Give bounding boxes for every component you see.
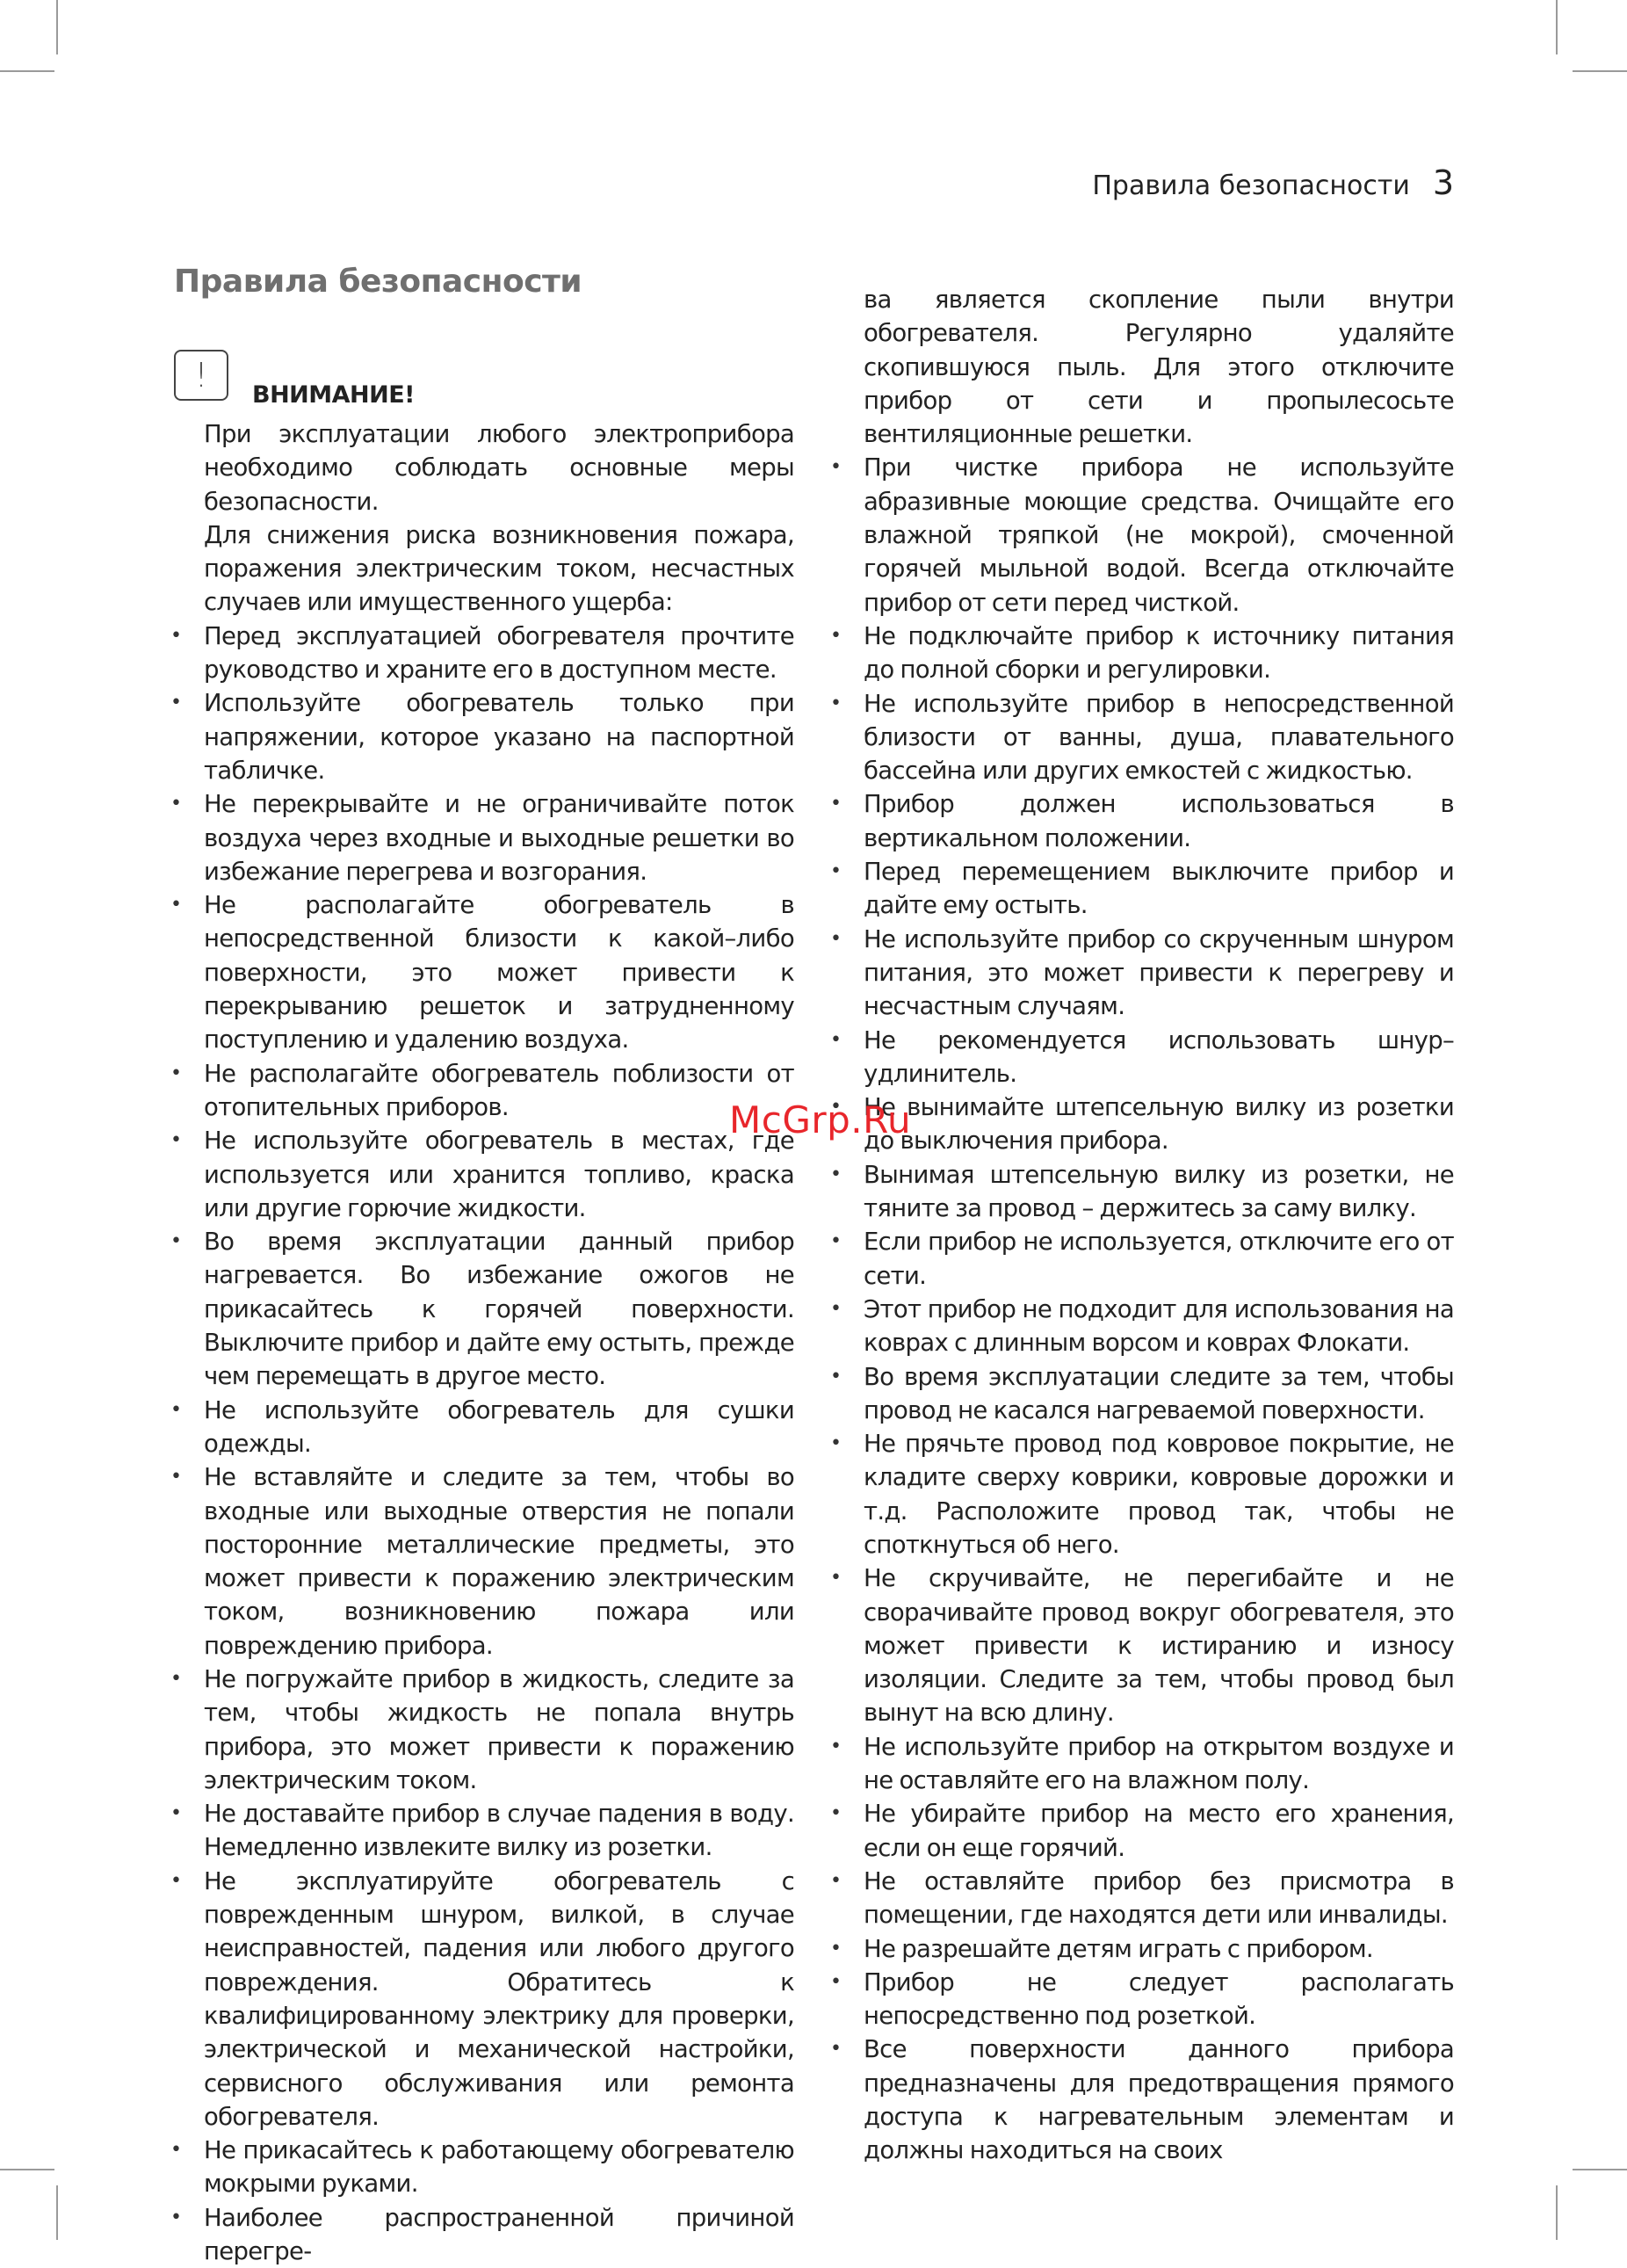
safety-item: • Не используйте обогреватель в местах, где используется или хранится топливо, краска или другие горючие жидкости. (204, 1124, 794, 1225)
safety-item: • Не оставляйте прибор без присмотра в помещении, где находятся дети или инвалиды. (864, 1865, 1454, 1932)
safety-item: • Этот прибор не подходит для использования на коврах с длинным ворсом и коврах Флокати. (864, 1293, 1454, 1360)
safety-item: • Не используйте прибор со скрученным шнуром питания, это может привести к перегреву и несчастным случаям. (864, 923, 1454, 1024)
crop-mark (1573, 2169, 1627, 2170)
running-header (1092, 163, 1454, 202)
crop-mark (1573, 70, 1627, 72)
safety-item: • Если прибор не используется, отключите его от сети. (864, 1225, 1454, 1293)
safety-item: • Не используйте прибор в непосредственной близости от ванны, душа, плавательного бассейна или других емкостей с жидкостью. (864, 687, 1454, 788)
right-column (864, 283, 1454, 2168)
safety-item: • Не разрешайте детям играть с прибором. (864, 1932, 1454, 1966)
warning-paragraph: При эксплуатации любого электроприбора необходимо соблюдать основные меры безопасности. (204, 420, 794, 516)
safety-item: • Используйте обогреватель только при напряжении, которое указано на паспортной табличке. (204, 686, 794, 787)
safety-item: • Не прячьте провод под ковровое покрытие, не кладите сверху коврики, ковровые дорожки и т.д. Расположите провод так, чтобы не споткнуться об него. (864, 1427, 1454, 1562)
safety-list-left (204, 620, 794, 2268)
safety-item: • Прибор не следует располагать непосредственно под розеткой. (864, 1966, 1454, 2033)
safety-item: • Не рекомендуется использовать шнур–удлинитель. (864, 1024, 1454, 1091)
safety-item: • При чистке прибора не используйте абразивные моющие средства. Очищайте его влажной тряпкой (не мокрой), смоченной горячей мыльной водой. Всегда отключайте прибор от сети перед чисткой. (864, 451, 1454, 619)
safety-item: • Не используйте обогреватель для сушки одежды. (204, 1394, 794, 1461)
safety-item: • Прибор должен использоваться в вертикальном положении. (864, 787, 1454, 855)
left-column (204, 417, 794, 2268)
safety-item: • Не вынимайте штепсельную вилку из розетки до выключения прибора. (864, 1091, 1454, 1158)
safety-item: • Во время эксплуатации следите за тем, чтобы провод не касался нагреваемой поверхности. (864, 1360, 1454, 1428)
safety-item: • Не используйте прибор на открытом воздухе и не оставляйте его на влажном полу. (864, 1730, 1454, 1798)
safety-item: • Не убирайте прибор на место его хранения, если он еще горячий. (864, 1797, 1454, 1865)
crop-mark (56, 0, 58, 54)
safety-item: • Не располагайте обогреватель поблизости от отопительных приборов. (204, 1057, 794, 1125)
safety-item: • Наиболее распространенной причиной перегре- (204, 2201, 794, 2268)
safety-item: • Не располагайте обогреватель в непосредственной близости к какой–либо поверхности, это может привести к перекрыванию решеток и затрудненному поступлению и удалению воздуха. (204, 888, 794, 1056)
safety-item: • Не эксплуатируйте обогреватель с поврежденным шнуром, вилкой, в случае неисправностей, падения или любого другого повреждения. Обратитесь к квалифицированному электрику для проверки, электрической и механической настройки, сервисного обслуживания или ремонта обогревателя. (204, 1865, 794, 2134)
warning-label: ВНИМАНИЕ! (252, 381, 415, 409)
crop-mark (56, 2185, 58, 2240)
page-number: 3 (1432, 163, 1454, 202)
running-header-title: Правила безопасности (1092, 170, 1410, 201)
safety-item: • Не скручивайте, не перегибайте и не сворачивайте провод вокруг обогревателя, это может привести к истиранию и износу изоляции. Следите за тем, чтобы провод был вынут на всю длину. (864, 1562, 1454, 1729)
safety-item: • Перед перемещением выключите прибор и дайте ему остыть. (864, 855, 1454, 923)
warning-paragraph: Для снижения риска возникновения пожара, поражения электрическим током, несчастных случаев или имущественного ущерба: (204, 520, 794, 617)
crop-mark (0, 70, 54, 72)
safety-item: • Во время эксплуатации данный прибор нагревается. Во избежание ожогов не прикасайтесь к горячей поверхности. Выключите прибор и дайте ему остыть, прежде чем перемещать в другое место. (204, 1225, 794, 1393)
continued-paragraph: ва является скопление пыли внутри обогревателя. Регулярно удаляйте скопившуюся пыль. Для этого отключите прибор от сети и пропылесосьте вентиляционные решетки. (864, 286, 1454, 449)
safety-list-right (864, 451, 1454, 2167)
watermark: McGrp.Ru (729, 1098, 912, 1141)
safety-item: • Не прикасайтесь к работающему обогревателю мокрыми руками. (204, 2134, 794, 2201)
safety-item: • Все поверхности данного прибора предназначены для предотвращения прямого доступа к нагревательным элементам и должны находиться на своих (864, 2033, 1454, 2167)
safety-item: • Не подключайте прибор к источнику питания до полной сборки и регулировки. (864, 620, 1454, 687)
safety-item: • Не перекрывайте и не ограничивайте поток воздуха через входные и выходные решетки во избежание перегрева и возгорания. (204, 787, 794, 888)
crop-mark (0, 2169, 54, 2170)
safety-item: • Вынимая штепсельную вилку из розетки, не тяните за провод – держитесь за саму вилку. (864, 1158, 1454, 1226)
safety-item: • Не погружайте прибор в жидкость, следите за тем, чтобы жидкость не попала внутрь прибора, это может привести к поражению электрическим током. (204, 1663, 794, 1797)
exclamation-box-icon: ! (174, 350, 228, 401)
safety-item: • Не доставайте прибор в случае падения в воду. Немедленно извлеките вилку из розетки. (204, 1797, 794, 1865)
crop-mark (1556, 0, 1558, 54)
safety-item: • Перед эксплуатацией обогревателя прочтите руководство и храните его в доступном месте. (204, 620, 794, 687)
safety-item: • Не вставляйте и следите за тем, чтобы во входные или выходные отверстия не попали посторонние металлические предметы, это может привести к поражению электрическим током, возникновению пожара или повреждению прибора. (204, 1460, 794, 1663)
section-title: Правила безопасности (174, 264, 582, 300)
crop-mark (1556, 2185, 1558, 2240)
